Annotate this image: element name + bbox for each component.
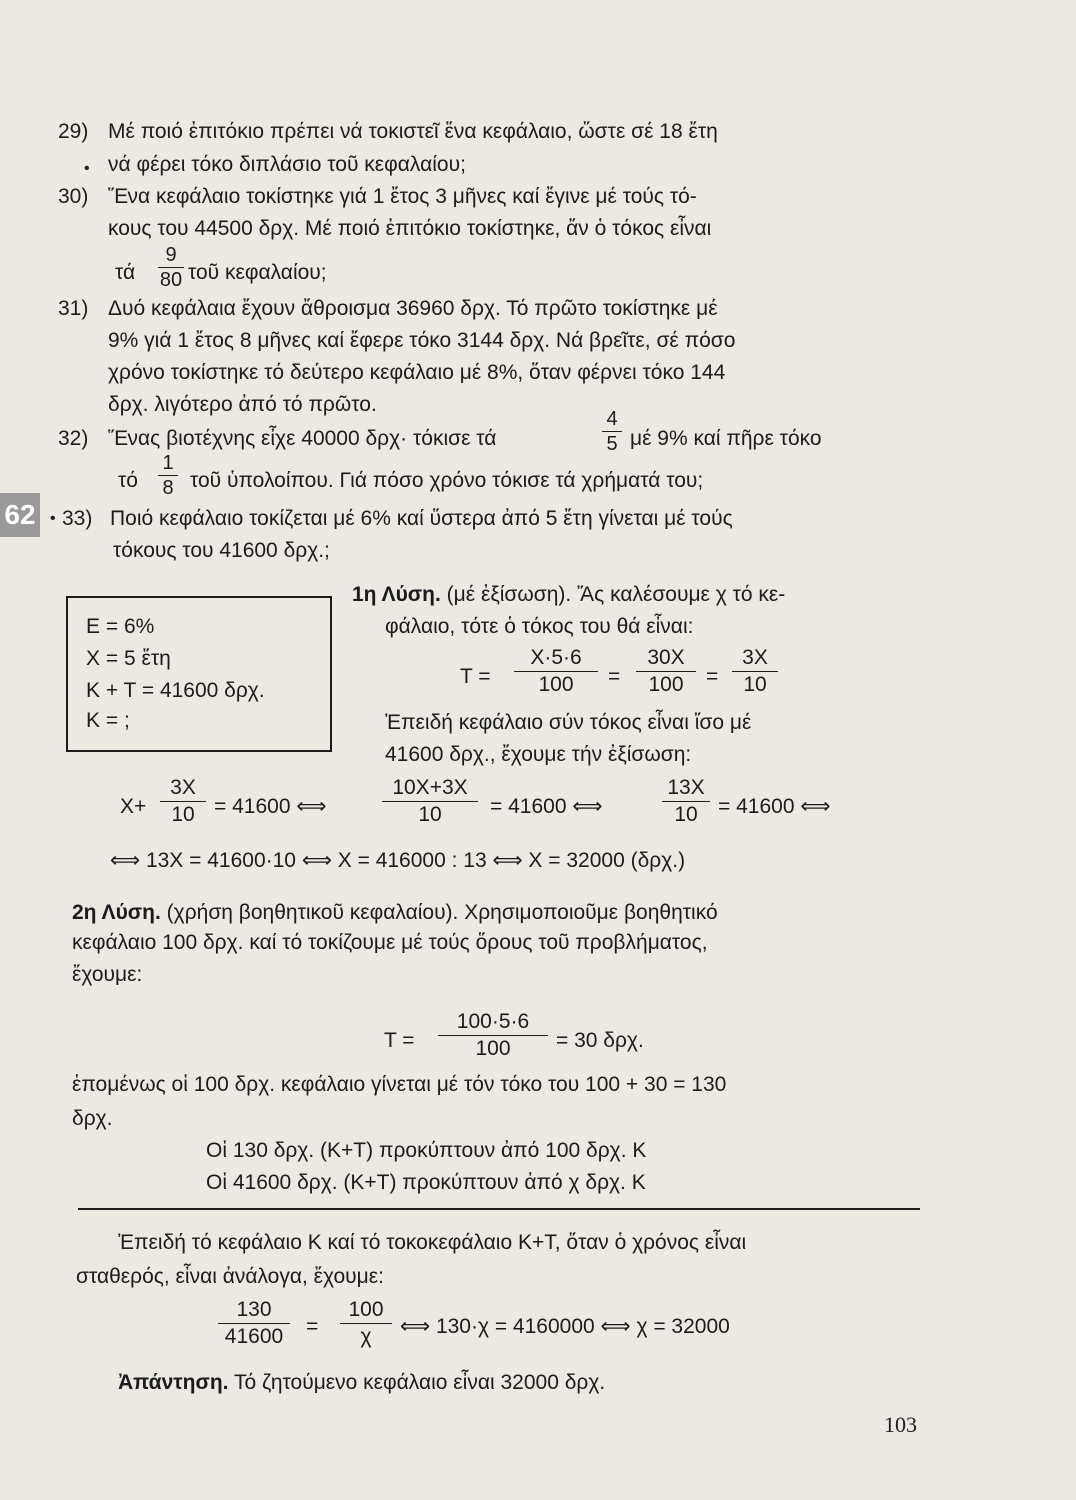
given-row-total: Κ + Τ = 41600 δρχ. <box>86 679 265 702</box>
problem-31-line2: 9% γιά 1 ἔτος 8 μῆνες καί ἔφερε τόκο 3144 δρχ. Νά βρεῖτε, σέ πόσο <box>108 329 736 352</box>
solution-1-line1: (μέ ἐξίσωση). Ἄς καλέσουμε χ τό κε- <box>446 583 786 606</box>
solution-1-eq-sign-2: = <box>706 665 719 688</box>
page-number: 103 <box>884 1412 917 1437</box>
solution-2-line1: (χρήση βοηθητικοῦ κεφαλαίου). Χρησιμοποιοῦμε βοηθητικό <box>166 901 718 924</box>
solution-1-header <box>352 580 785 610</box>
fraction-numerator: 9 <box>165 244 177 266</box>
eq-b-rest: = 41600 ⟺ <box>490 795 603 818</box>
solution-2-title: 2η Λύση. <box>72 901 161 924</box>
fraction-denominator: 41600 <box>224 1325 284 1348</box>
given-row-time: Χ = 5 ἔτη <box>86 647 171 670</box>
problem-33-number: 33) <box>62 507 93 530</box>
divider-line <box>78 1208 920 1210</box>
problem-31-line3: χρόνο τοκίστηκε τό δεύτερο κεφάλαιο μέ 8%, ὅταν φέρνει τόκο 144 <box>108 361 726 384</box>
fraction-numerator: 10Χ+3Χ <box>392 776 468 799</box>
problem-29-line2: νά φέρει τόκο διπλάσιο τοῦ κεφαλαίου; <box>108 153 466 176</box>
fraction-denominator: 5 <box>606 433 618 455</box>
problem-32-fraction-2 <box>158 452 178 499</box>
problem-30-line2: κους του 44500 δρχ. Μέ ποιό ἐπιτόκιο τοκίστηκε, ἄν ὁ τόκος εἶναι <box>108 217 712 240</box>
chapter-tab: 62 <box>0 493 40 537</box>
solution-2-fraction <box>438 1010 548 1061</box>
solution-2-eq-T: Τ = <box>384 1029 415 1052</box>
problem-30-fraction <box>158 244 184 291</box>
fraction-denominator: 80 <box>159 269 183 291</box>
solution-2-header <box>72 898 718 928</box>
problem-29-number: 29) <box>58 120 89 143</box>
problem-30-line1: Ἕνα κεφάλαιο τοκίστηκε γιά 1 ἔτος 3 μῆνες καί ἔγινε μέ τούς τό- <box>108 185 697 208</box>
solution-2-line3: ἔχουμε: <box>72 963 143 986</box>
solution-1-final-equation: ⟺ 13Χ = 41600·10 ⟺ Χ = 416000 : 13 ⟺ Χ = 32000 (δρχ.) <box>110 849 686 872</box>
problem-32-line2-pre: τό <box>118 469 138 492</box>
solution-2-line7: σταθερός, εἶναι ἀνάλογα, ἔχουμε: <box>76 1265 384 1288</box>
solution-1-line3: Ἐπειδή κεφάλαιο σύν τόκος εἶναι ἴσο μέ <box>385 711 752 734</box>
fraction-denominator: 10 <box>674 803 698 826</box>
fraction-numerator: 3Χ <box>170 776 196 799</box>
problem-32-number: 32) <box>58 427 89 450</box>
fraction-numerator: 4 <box>606 408 618 430</box>
problem-30-number: 30) <box>58 185 89 208</box>
solution-2-line2: κεφάλαιο 100 δρχ. καί τό τοκίζουμε μέ τούς ὅρους τοῦ προβλήματος, <box>72 931 708 954</box>
problem-29-line1: Μέ ποιό ἐπιτόκιο πρέπει νά τοκιστεῖ ἕνα κεφάλαιο, ὥστε σέ 18 ἔτη <box>108 120 718 143</box>
fraction-numerator: 100 <box>348 1298 384 1321</box>
eq-b-fraction <box>382 776 478 827</box>
fraction-numerator: 100·5·6 <box>456 1010 530 1033</box>
fraction-denominator: χ <box>360 1325 372 1348</box>
fraction-numerator: 1 <box>162 452 174 474</box>
solution-1-fraction-3 <box>732 646 778 697</box>
ratio-equals: = <box>306 1315 319 1338</box>
fraction-numerator: 13Χ <box>667 776 705 799</box>
problem-32-line2-post: τοῦ ὑπολοίπου. Γιά πόσο χρόνο τόκισε τά χρήματά του; <box>190 469 704 492</box>
fraction-numerator: 3Χ <box>742 646 768 669</box>
solution-1-eq-sign-1: = <box>608 665 621 688</box>
fraction-denominator: 100 <box>648 673 684 696</box>
solution-1-fraction-2 <box>636 646 696 697</box>
bullet-mark: • <box>50 510 56 527</box>
solution-1-line4: 41600 δρχ., ἔχουμε τήν ἐξίσωση: <box>385 743 692 766</box>
fraction-denominator: 100 <box>538 673 574 696</box>
problem-32-line1-pre: Ἕνας βιοτέχνης εἶχε 40000 δρχ· τόκισε τά <box>108 427 497 450</box>
problem-32-fraction-1 <box>602 408 622 455</box>
solution-1-eq-T: Τ = <box>460 665 491 688</box>
fraction-denominator: 8 <box>162 477 174 499</box>
answer-title: Ἀπάντηση. <box>118 1371 229 1394</box>
fraction-denominator: 10 <box>418 803 442 826</box>
ratio-fraction-1 <box>218 1298 290 1349</box>
problem-30-line3-post: τοῦ κεφαλαίου; <box>188 261 327 284</box>
ratio-fraction-2 <box>340 1298 392 1349</box>
problem-32-line1-post: μέ 9% καί πῆρε τόκο <box>630 427 822 450</box>
solution-1-line2: φάλαιο, τότε ὁ τόκος του θά εἶναι: <box>385 615 694 638</box>
eq-c-fraction <box>662 776 710 827</box>
eq-a-fraction <box>160 776 206 827</box>
eq-a-prefix: Χ+ <box>120 795 147 818</box>
solution-1-fraction-1 <box>514 646 598 697</box>
eq-c-rest: = 41600 ⟺ <box>718 795 831 818</box>
fraction-denominator: 10 <box>171 803 195 826</box>
problem-33-line1: Ποιό κεφάλαιο τοκίζεται μέ 6% καί ὕστερα ἀπό 5 ἔτη γίνεται μέ τούς <box>110 507 733 530</box>
proportion-row-2: Οἱ 41600 δρχ. (Κ+Τ) προκύπτουν ἀπό χ δρχ. Κ <box>206 1171 646 1194</box>
answer-text: Τό ζητούμενο κεφάλαιο εἶναι 32000 δρχ. <box>233 1371 606 1394</box>
answer-line <box>118 1368 605 1398</box>
solution-2-eq-result: = 30 δρχ. <box>556 1029 644 1052</box>
problem-33-line2: τόκους του 41600 δρχ.; <box>113 539 330 562</box>
solution-1-title: 1η Λύση. <box>352 583 441 606</box>
given-row-rate: Ε = 6% <box>86 615 155 638</box>
fraction-numerator: 30Χ <box>647 646 685 669</box>
problem-30-line3-pre: τά <box>115 261 136 284</box>
problem-31-number: 31) <box>58 297 89 320</box>
proportion-row-1: Οἱ 130 δρχ. (Κ+Τ) προκύπτουν ἀπό 100 δρχ. Κ <box>206 1139 647 1162</box>
problem-31-line4: δρχ. λιγότερο ἀπό τό πρῶτο. <box>108 393 377 416</box>
given-data-box <box>66 596 332 752</box>
ratio-result: ⟺ 130·χ = 4160000 ⟺ χ = 32000 <box>400 1315 730 1338</box>
solution-2-line5: δρχ. <box>72 1107 113 1130</box>
fraction-numerator: 130 <box>236 1298 272 1321</box>
bullet-mark: • <box>84 160 90 177</box>
fraction-denominator: 100 <box>475 1037 511 1060</box>
given-row-unknown: Κ = ; <box>86 709 130 732</box>
fraction-denominator: 10 <box>743 673 767 696</box>
fraction-numerator: Χ·5·6 <box>530 646 582 669</box>
problem-31-line1: Δυό κεφάλαια ἔχουν ἄθροισμα 36960 δρχ. Τό πρῶτο τοκίστηκε μέ <box>108 297 718 320</box>
solution-2-line4: ἑπομένως οἱ 100 δρχ. κεφάλαιο γίνεται μέ τόν τόκο του 100 + 30 = 130 <box>72 1073 727 1096</box>
eq-a-rest: = 41600 ⟺ <box>214 795 327 818</box>
solution-2-line6: Ἐπειδή τό κεφάλαιο Κ καί τό τοκοκεφάλαιο Κ+Τ, ὅταν ὁ χρόνος εἶναι <box>118 1231 747 1254</box>
